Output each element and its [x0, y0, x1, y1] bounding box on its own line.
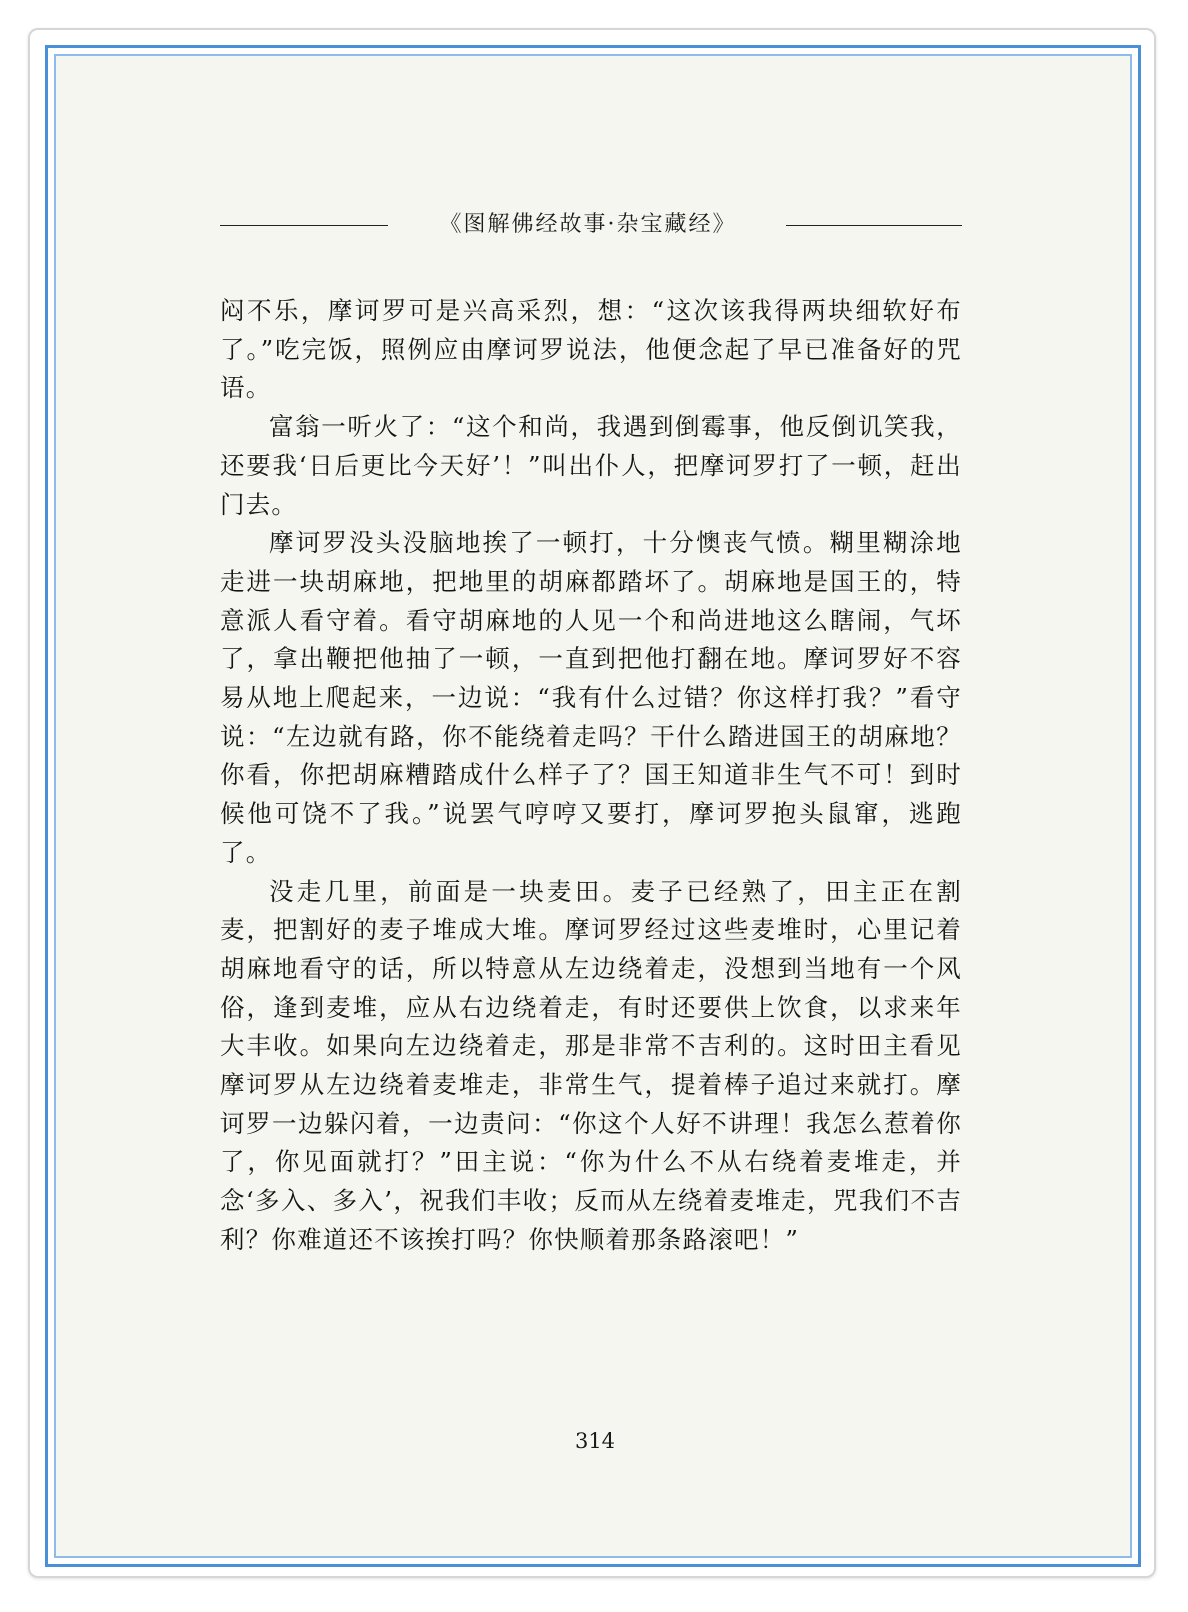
running-header [220, 208, 962, 242]
header-rule-right [786, 225, 962, 226]
paragraph: 摩诃罗没头没脑地挨了一顿打，十分懊丧气愤。糊里糊涂地走进一块胡麻地，把地里的胡麻都踏坏了。胡麻地是国王的，特意派人看守着。看守胡麻地的人见一个和尚进地这么瞎闹，气坏了，拿出鞭把他抽了一顿，一直到把他打翻在地。摩诃罗好不容易从地上爬起来，一边说：“我有什么过错？你这样打我？”看守说：“左边就有路，你不能绕着走吗？干什么踏进国王的胡麻地？你看，你把胡麻糟踏成什么样子了？国王知道非生气不可！到时候他可饶不了我。”说罢气哼哼又要打，摩诃罗抱头鼠窜，逃跑了。 [220, 528, 962, 867]
body-text [220, 292, 962, 1260]
page-number: 314 [574, 1429, 616, 1453]
paragraph: 富翁一听火了：“这个和尚，我遇到倒霉事，他反倒讥笑我，还要我‘日后更比今天好’！”叫出仆人，把摩诃罗打了一顿，赶出门去。 [220, 412, 962, 519]
paragraph-continued: 闷不乐，摩诃罗可是兴高采烈，想：“这次该我得两块细软好布了。”吃完饭，照例应由摩诃罗说法，他便念起了早已准备好的咒语。 [220, 296, 962, 403]
book-title: 《图解佛经故事·杂宝藏经》 [439, 212, 737, 237]
paragraph: 没走几里，前面是一块麦田。麦子已经熟了，田主正在割麦，把割好的麦子堆成大堆。摩诃罗经过这些麦堆时，心里记着胡麻地看守的话，所以特意从左边绕着走，没想到当地有一个风俗，逢到麦堆，应从右边绕着走，有时还要供上饮食，以求来年大丰收。如果向左边绕着走，那是非常不吉利的。这时田主看见摩诃罗从左边绕着麦堆走，非常生气，提着棒子追过来就打。摩诃罗一边躲闪着，一边责问：“你这个人好不讲理！我怎么惹着你了，你见面就打？”田主说：“你为什么不从右绕着麦堆走，并念‘多入、多入’，祝我们丰收；反而从左绕着麦堆走，咒我们不吉利？你难道还不该挨打吗？你快顺着那条路滚吧！” [220, 876, 962, 1254]
header-rule-left [220, 225, 388, 226]
